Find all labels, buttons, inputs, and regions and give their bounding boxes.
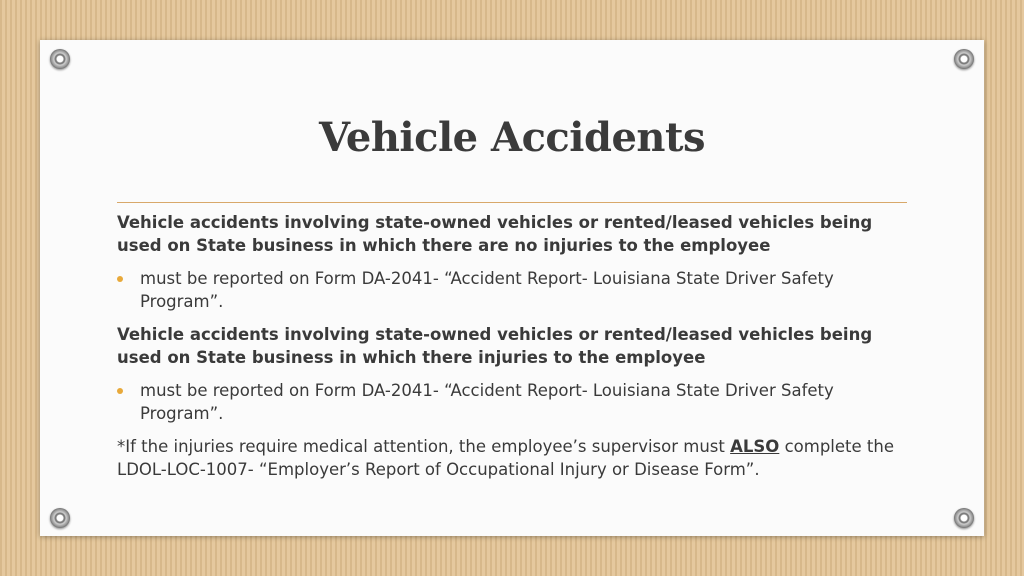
section-heading-injuries: Vehicle accidents involving state-owned vehicles or rented/leased vehicles being used on State business in which there injuries to the employee xyxy=(117,325,873,367)
title-divider xyxy=(117,202,907,203)
note-text-before: *If the injuries require medical attention, the employee’s supervisor must xyxy=(117,437,731,456)
note-text-after: complete the LDOL-LOC-1007- “Employer’s Report of Occupational Injury or Disease Form”. xyxy=(117,437,894,479)
bullet-text: must be reported on Form DA-2041- “Accident Report- Louisiana State Driver Safety Program”. xyxy=(140,269,834,311)
bullet-item-report-form xyxy=(117,267,907,313)
also-emphasis: ALSO xyxy=(730,437,780,456)
pushpin-icon xyxy=(50,49,70,69)
bullet-dot-icon xyxy=(117,276,123,282)
slide-body xyxy=(117,211,907,481)
slide-title: Vehicle Accidents xyxy=(319,114,705,161)
bullet-text: must be reported on Form DA-2041- “Accident Report- Louisiana State Driver Safety Program”. xyxy=(140,381,834,423)
bullet-item-report-form xyxy=(117,379,907,425)
pushpin-icon xyxy=(50,508,70,528)
pushpin-icon xyxy=(954,508,974,528)
bullet-dot-icon xyxy=(117,388,123,394)
section-heading-no-injuries: Vehicle accidents involving state-owned vehicles or rented/leased vehicles being used on State business in which there are no injuries to the employee xyxy=(117,213,873,255)
medical-attention-note xyxy=(117,435,907,481)
pushpin-icon xyxy=(954,49,974,69)
